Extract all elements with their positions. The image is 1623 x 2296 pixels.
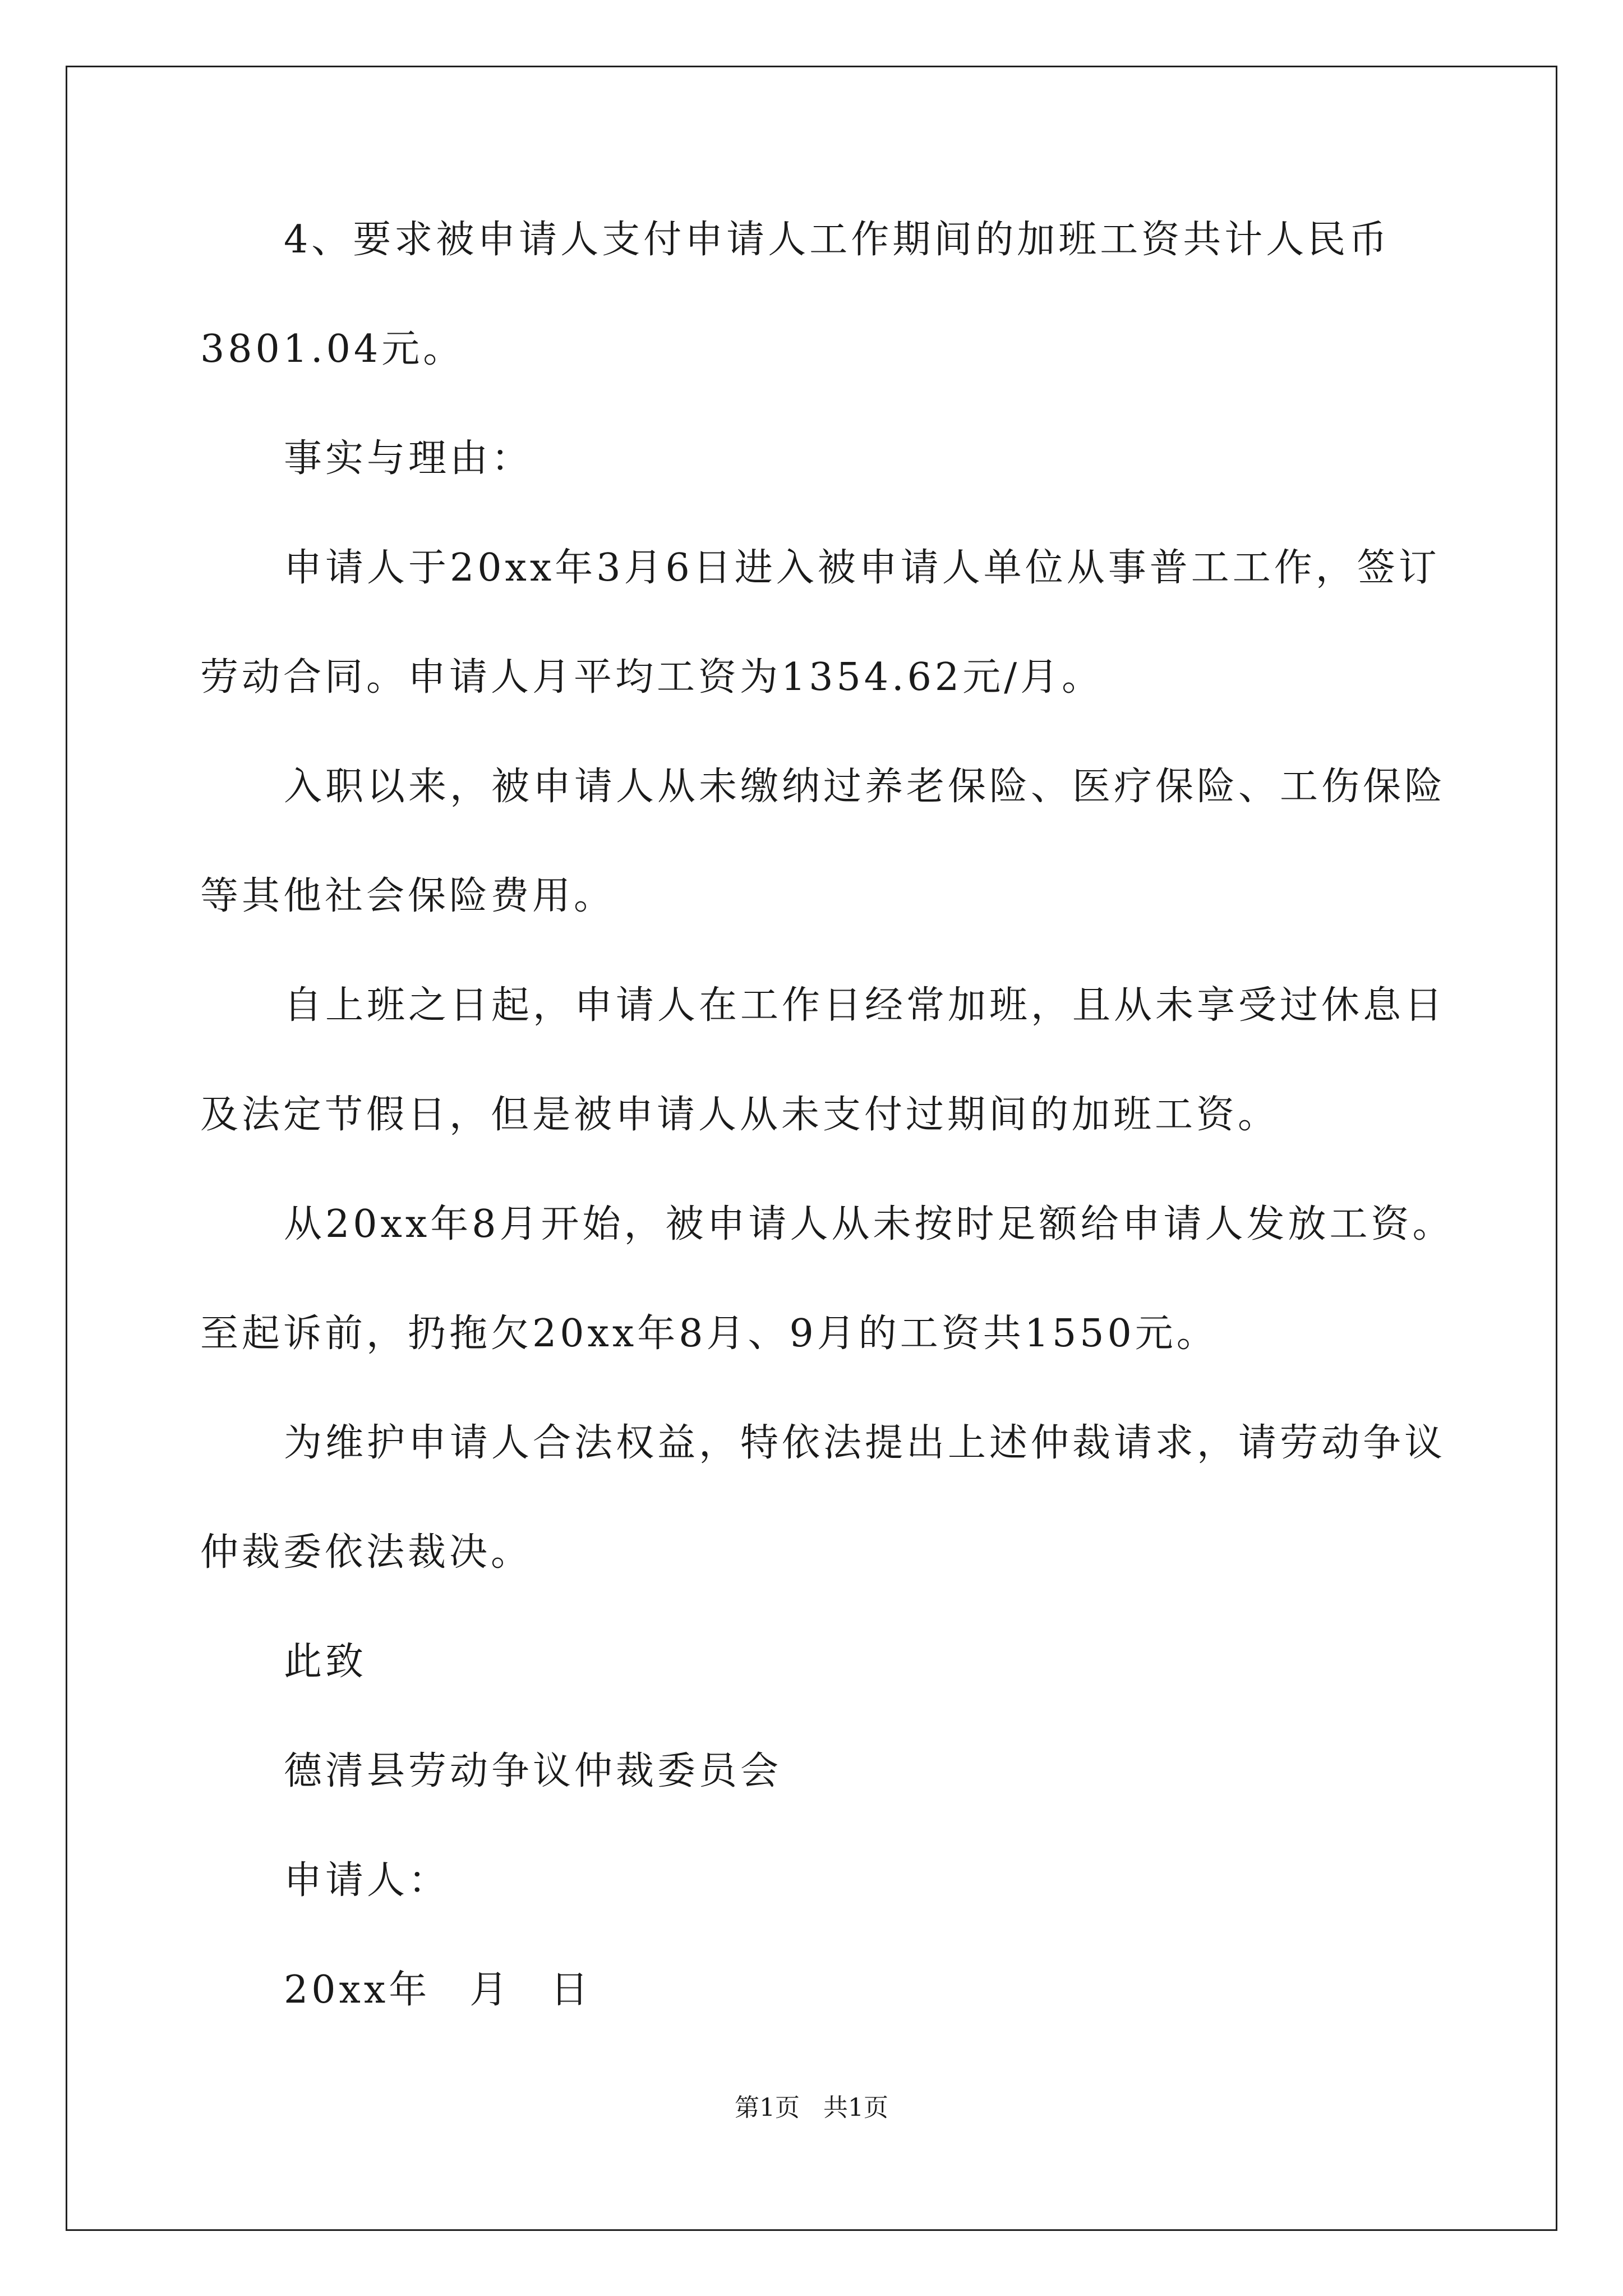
paragraph-line: 至起诉前，扔拖欠20xx年8月、9月的工资共1550元。: [200, 1312, 1218, 1356]
paragraph-line: 仲裁委依法裁决。: [200, 1530, 533, 1575]
page-border: [66, 66, 1557, 2231]
page-footer: 第1页 共1页: [735, 2093, 888, 2122]
date-month: 月: [469, 1968, 511, 2012]
section-heading: 事实与理由：: [284, 436, 533, 481]
date-line: [284, 1968, 592, 2013]
paragraph-line: 劳动合同。申请人月平均工资为1354.62元/月。: [200, 655, 1104, 700]
paragraph-line: 自上班之日起，申请人在工作日经常加班，且从未享受过休息日: [284, 983, 1446, 1028]
paragraph-line: 入职以来，被申请人从未缴纳过养老保险、医疗保险、工伤保险: [284, 765, 1446, 809]
salutation: 此致: [284, 1640, 367, 1684]
date-year: 20xx年: [284, 1968, 431, 2012]
paragraph-line: 申请人于20xx年3月6日进入被申请人单位从事普工工作，签订: [284, 546, 1440, 590]
date-day: 日: [550, 1968, 592, 2012]
recipient: 德清县劳动争议仲裁委员会: [284, 1749, 782, 1793]
paragraph-line: 及法定节假日，但是被申请人从未支付过期间的加班工资。: [200, 1093, 1280, 1137]
paragraph-line: 等其他社会保险费用。: [200, 874, 616, 918]
paragraph-line: 从20xx年8月开始，被申请人从未按时足额给申请人发放工资。: [284, 1202, 1454, 1246]
paragraph-line: 3801.04元。: [200, 327, 465, 371]
paragraph-line: 为维护申请人合法权益，特依法提出上述仲裁请求，请劳动争议: [284, 1421, 1446, 1465]
applicant-label: 申请人：: [284, 1858, 450, 1903]
paragraph-line: 4、要求被申请人支付申请人工作期间的加班工资共计人民币: [284, 218, 1391, 262]
